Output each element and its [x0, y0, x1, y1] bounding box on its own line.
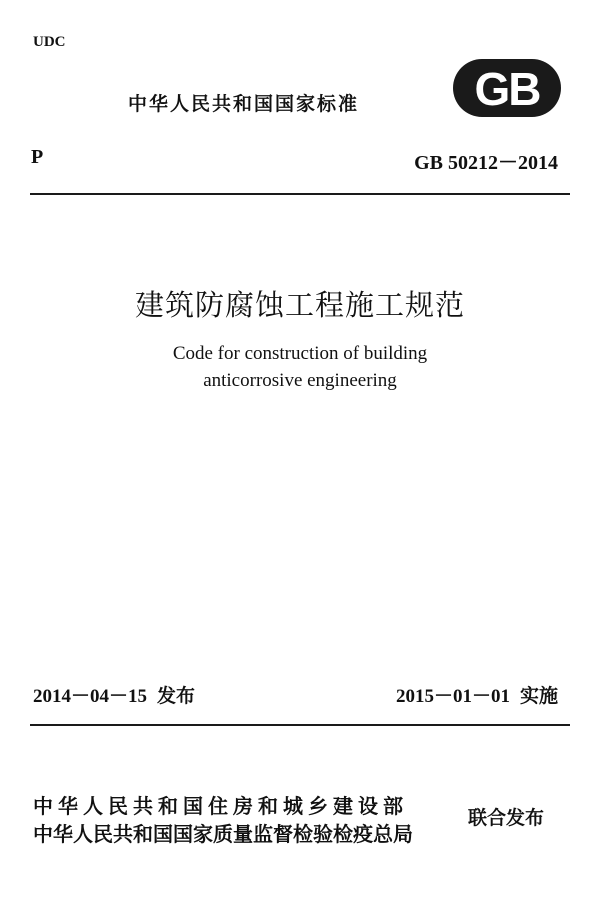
classification-code: P: [31, 146, 44, 168]
title-english-line1: Code for construction of building: [172, 343, 428, 364]
issue-date-value: 2014－04－15: [33, 686, 148, 707]
implement-date: [396, 681, 558, 708]
gb-logo: [452, 58, 562, 118]
standard-type: 中华人民共和国国家标准: [128, 93, 360, 115]
issue-label: 发布: [157, 685, 196, 707]
bottom-divider: [30, 724, 570, 726]
title-english-line2: anticorrosive engineering: [203, 370, 397, 391]
implement-label: 实施: [519, 685, 558, 707]
issue-date: [33, 681, 195, 708]
implement-date-value: 2015－01－01: [395, 686, 510, 707]
publisher-aqsiq: 中华人民共和国国家质量监督检验检疫总局: [33, 822, 413, 846]
standard-number: GB 50212－2014: [414, 152, 558, 174]
joint-issue-label: 联合发布: [468, 807, 545, 829]
udc-label: UDC: [33, 34, 66, 50]
publisher-ministry-housing: 中华人民共和国住房和城乡建设部: [33, 794, 408, 818]
top-divider: [30, 193, 570, 195]
gb-logo-text: GB: [474, 63, 540, 115]
title-chinese: 建筑防腐蚀工程施工规范: [134, 288, 465, 322]
